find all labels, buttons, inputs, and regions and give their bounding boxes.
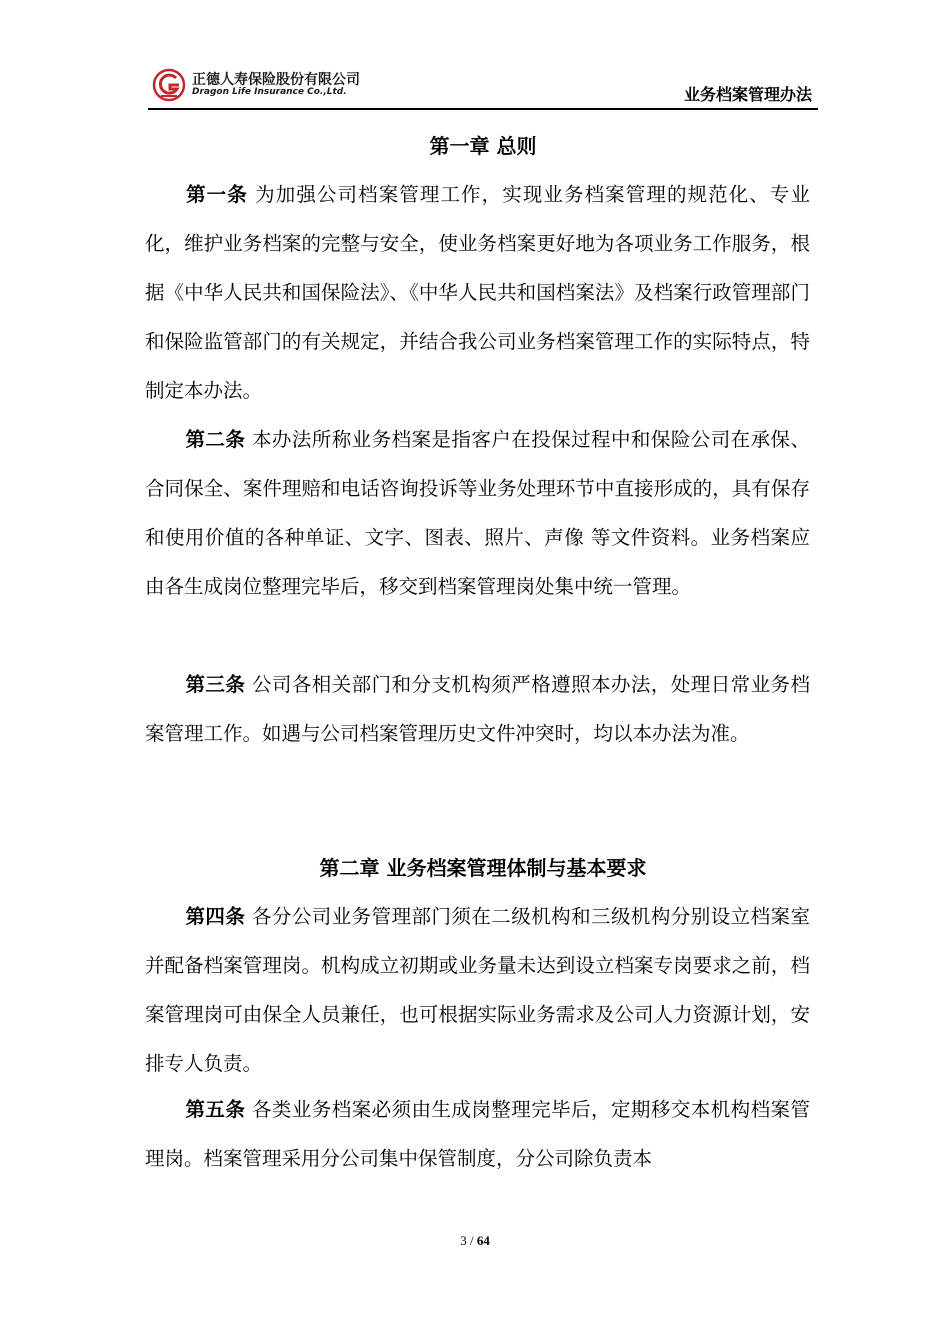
current-page: 3 — [460, 1233, 467, 1248]
article-3 — [145, 660, 810, 758]
article-text: 公司各相关部门和分支机构须严格遵照本办法，处理日常业务档案管理工作。如遇与公司档案管理历史文件冲突时，均以本办法为准。 — [145, 673, 810, 745]
article-text: 为加强公司档案管理工作，实现业务档案管理的规范化、专业化，维护业务档案的完整与安全，使业务档案更好地为各项业务工作服务，根据《中华人民共和国保险法》、《中华人民共和国档案法》及档案行政管理部门和保险监管部门的有关规定，并结合我公司业务档案管理工作的实际特点，特制定本办法。 — [145, 183, 810, 402]
document-title: 业务档案管理办法 — [683, 85, 812, 104]
article-4 — [145, 892, 810, 1088]
total-pages: 64 — [476, 1233, 490, 1248]
page-number — [0, 1233, 950, 1249]
chapter-2-title: 第二章 业务档案管理体制与基本要求 — [319, 856, 647, 880]
article-label: 第三条 — [185, 673, 246, 696]
article-5 — [145, 1085, 810, 1183]
article-label: 第二条 — [185, 428, 246, 451]
article-1 — [145, 170, 810, 415]
article-2 — [145, 415, 810, 611]
page-separator: / — [466, 1233, 477, 1248]
company-logo-icon — [152, 68, 186, 102]
page-header — [148, 62, 818, 110]
logo-english-name: Dragon Life Insurance Co.,Ltd. — [192, 87, 347, 97]
logo-chinese-name: 正德人寿保险股份有限公司 — [192, 72, 360, 88]
article-text: 各分公司业务管理部门须在二级机构和三级机构分别设立档案室并配备档案管理岗。机构成立初期或业务量未达到设立档案专岗要求之前，档案管理岗可由保全人员兼任，也可根据实际业务需求及公司人力资源计划，安排专人负责。 — [145, 905, 810, 1075]
article-label: 第一条 — [185, 183, 248, 206]
article-text: 各类业务档案必须由生成岗整理完毕后，定期移交本机构档案管理岗。档案管理采用分公司集中保管制度，分公司除负责本 — [145, 1098, 810, 1170]
chapter-1-title: 第一章 总则 — [429, 134, 537, 158]
article-label: 第五条 — [185, 1098, 246, 1121]
article-text: 本办法所称业务档案是指客户在投保过程中和保险公司在承保、合同保全、案件理赔和电话咨询投诉等业务处理环节中直接形成的，具有保存和使用价值的各种单证、文字、图表、照片、声像 等文件资料。业务档案应由各生成岗位整理完毕后，移交到档案管理岗处集中统一管理。 — [145, 428, 810, 598]
article-label: 第四条 — [185, 905, 246, 928]
company-logo — [152, 66, 360, 106]
